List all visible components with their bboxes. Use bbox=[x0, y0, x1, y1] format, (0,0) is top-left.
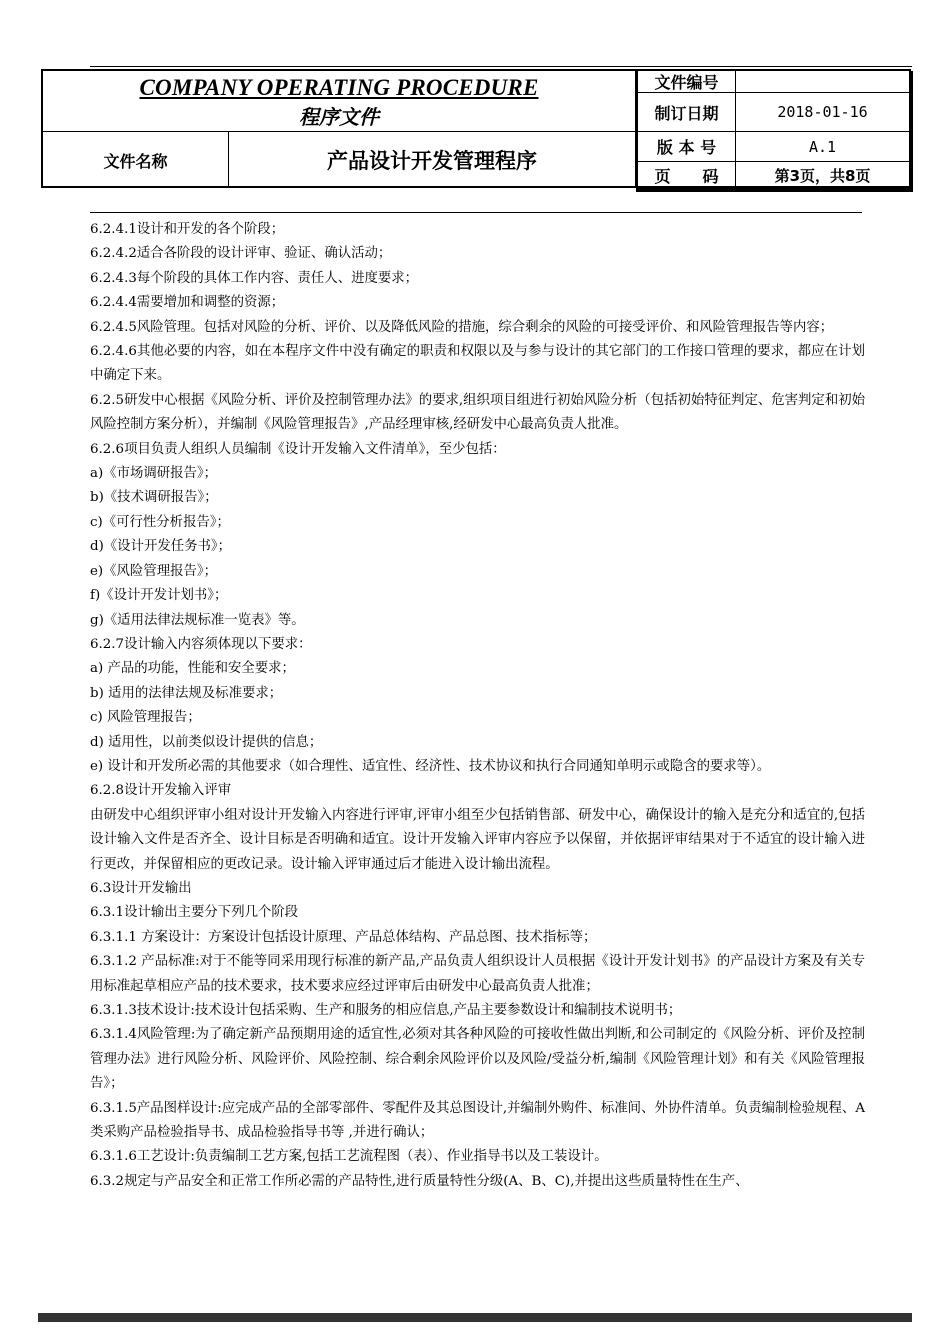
body-paragraph: 6.3.1.4风险管理:为了确定新产品预期用途的适宜性,必须对其各种风险的可接收性做出判断,和公司制定的《风险分析、评价及控制管理办法》进行风险分析、风险评价、风险控制、综合剩余风险评价以及风险/受益分析,编制《风险管理计划》和有关《风险管理报告》； bbox=[90, 1027, 865, 1092]
version-label-cell bbox=[638, 132, 735, 161]
body-paragraph: 6.2.4.1设计和开发的各个阶段； bbox=[90, 222, 285, 237]
date-label: 制订日期 bbox=[654, 103, 719, 123]
body-paragraph: e) 设计和开发所必需的其他要求（如合理性、适宜性、经济性、技术协议和执行合同通知单明示或隐含的要求等）。 bbox=[90, 758, 771, 774]
body-paragraph: 6.3.1.5产品图样设计:应完成产品的全部零部件、零配件及其总图设计,并编制外购件、标准间、外协件清单。负责编制检验规程、A类采购产品检验指导书、成品检验指导书等 ,并进行确认； bbox=[90, 1100, 865, 1141]
header-shadow-right bbox=[909, 71, 913, 191]
body-paragraph: 6.3设计开发输出 bbox=[90, 880, 192, 896]
company-title-cell bbox=[43, 71, 635, 131]
doc-name-cell bbox=[229, 132, 635, 188]
page-label-cell bbox=[638, 162, 735, 188]
body-paragraph: 6.2.4.5风险管理。包括对风险的分析、评价、以及降低风险的措施，综合剩余的风险的可接受评价、和风险管理报告等内容； bbox=[90, 319, 834, 335]
date-label-cell bbox=[638, 93, 735, 131]
company-title: COMPANY OPERATING PROCEDURE bbox=[139, 74, 539, 100]
body-paragraph: b) 适用的法律法规及标准要求； bbox=[90, 685, 283, 701]
top-rule bbox=[90, 66, 912, 67]
document-header-table bbox=[41, 69, 911, 188]
doc-number-label-cell bbox=[638, 71, 735, 92]
body-paragraph: d)《设计开发任务书》； bbox=[90, 539, 232, 555]
body-paragraph: 6.2.6项目负责人组织人员编制《设计开发输入文件清单》，至少包括： bbox=[90, 441, 506, 457]
body-paragraph: 6.2.8设计开发输入评审 bbox=[90, 783, 232, 799]
body-paragraph: d) 适用性，以前类似设计提供的信息； bbox=[90, 734, 323, 750]
company-subtitle: 程序文件 bbox=[299, 104, 379, 129]
body-paragraph: 6.2.4.3每个阶段的具体工作内容、责任人、进度要求； bbox=[90, 270, 419, 286]
body-paragraph: e)《风险管理报告》； bbox=[90, 563, 217, 579]
doc-name-label-cell bbox=[43, 132, 228, 188]
body-paragraph: 6.3.1.6工艺设计:负责编制工艺方案,包括工艺流程图（表）、作业指导书以及工装设计。 bbox=[90, 1149, 608, 1165]
body-paragraph: a)《市场调研报告》； bbox=[90, 466, 218, 482]
revision-date: 2018-01-16 bbox=[777, 103, 868, 121]
header-shadow-bottom bbox=[636, 188, 913, 192]
header-divider-vertical bbox=[228, 131, 229, 188]
header-divider-vertical bbox=[735, 71, 736, 188]
body-paragraph: 6.2.4.6其他必要的内容，如在本程序文件中没有确定的职责和权限以及与参与设计的其它部门的工作接口管理的要求，都应在计划中确定下来。 bbox=[90, 344, 865, 384]
body-paragraph: 6.2.7设计输入内容须体现以下要求： bbox=[90, 636, 312, 652]
header-separator bbox=[90, 212, 862, 213]
doc-number-label: 文件编号 bbox=[654, 73, 719, 92]
body-paragraph: f)《设计开发计划书》； bbox=[90, 588, 228, 604]
body-paragraph: 6.2.5研发中心根据《风险分析、评价及控制管理办法》的要求,组织项目组进行初始风险分析（包括初始特征判定、危害判定和初始风险控制方案分析），并编制《风险管理报告》,产品经理审核,经研发中心最高负责人批准。 bbox=[90, 392, 865, 433]
body-paragraph: c) 风险管理报告； bbox=[90, 710, 201, 726]
body-paragraph: 6.2.4.4需要增加和调整的资源； bbox=[90, 295, 285, 311]
version-cell bbox=[736, 132, 909, 161]
body-paragraph: c)《可行性分析报告》； bbox=[90, 514, 230, 530]
body-paragraph: 6.3.1.1 方案设计：方案设计包括设计原理、产品总体结构、产品总图、技术指标等； bbox=[90, 929, 597, 945]
version-label: 版 本 号 bbox=[656, 138, 717, 157]
page-number: 第3页，共8页 bbox=[774, 166, 871, 185]
document-body bbox=[90, 218, 865, 1194]
footer-bar bbox=[38, 1313, 912, 1322]
page-label: 页 码 bbox=[654, 166, 719, 186]
body-paragraph: b)《技术调研报告》； bbox=[90, 490, 218, 506]
body-paragraph: 6.3.1设计输出主要分下列几个阶段 bbox=[90, 905, 299, 921]
doc-name: 产品设计开发管理程序 bbox=[327, 149, 537, 173]
doc-name-label: 文件名称 bbox=[103, 151, 168, 171]
body-paragraph: 6.2.4.2适合各阶段的设计评审、验证、确认活动； bbox=[90, 246, 392, 262]
date-cell bbox=[736, 93, 909, 131]
doc-number-cell bbox=[736, 71, 909, 92]
body-paragraph: 6.3.2规定与产品安全和正常工作所必需的产品特性,进行质量特性分级(A、B、C),并提出这些质量特性在生产、 bbox=[90, 1173, 749, 1189]
header-divider-horizontal bbox=[638, 161, 909, 162]
header-divider-horizontal bbox=[43, 131, 909, 132]
body-paragraph: a) 产品的功能，性能和安全要求； bbox=[90, 661, 295, 677]
header-divider-thick bbox=[635, 71, 638, 188]
page-cell bbox=[736, 162, 909, 188]
body-paragraph: 由研发中心组织评审小组对设计开发输入内容进行评审,评审小组至少包括销售部、研发中心，确保设计的输入是充分和适宜的,包括设计输入文件是否齐全、设计目标是否明确和适宜。设计开发输入评审内容应予以保留，并依据评审结果对于不适宜的设计输入进行更改，并保留相应的更改记录。设计输入评审通过后才能进入设计输出流程。 bbox=[90, 807, 865, 872]
header-divider-horizontal bbox=[638, 92, 909, 93]
body-paragraph: g)《适用法律法规标准一览表》等。 bbox=[90, 612, 305, 628]
body-paragraph: 6.3.1.2 产品标准:对于不能等同采用现行标准的新产品,产品负责人组织设计人员根据《设计开发计划书》的产品设计方案及有关专用标准起草相应产品的技术要求，技术要求应经过评审后由研发中心最高负责人批准； bbox=[90, 954, 865, 994]
body-paragraph: 6.3.1.3技术设计:技术设计包括采购、生产和服务的相应信息,产品主要参数设计和编制技术说明书； bbox=[90, 1003, 682, 1018]
version-number: A.1 bbox=[808, 137, 837, 156]
